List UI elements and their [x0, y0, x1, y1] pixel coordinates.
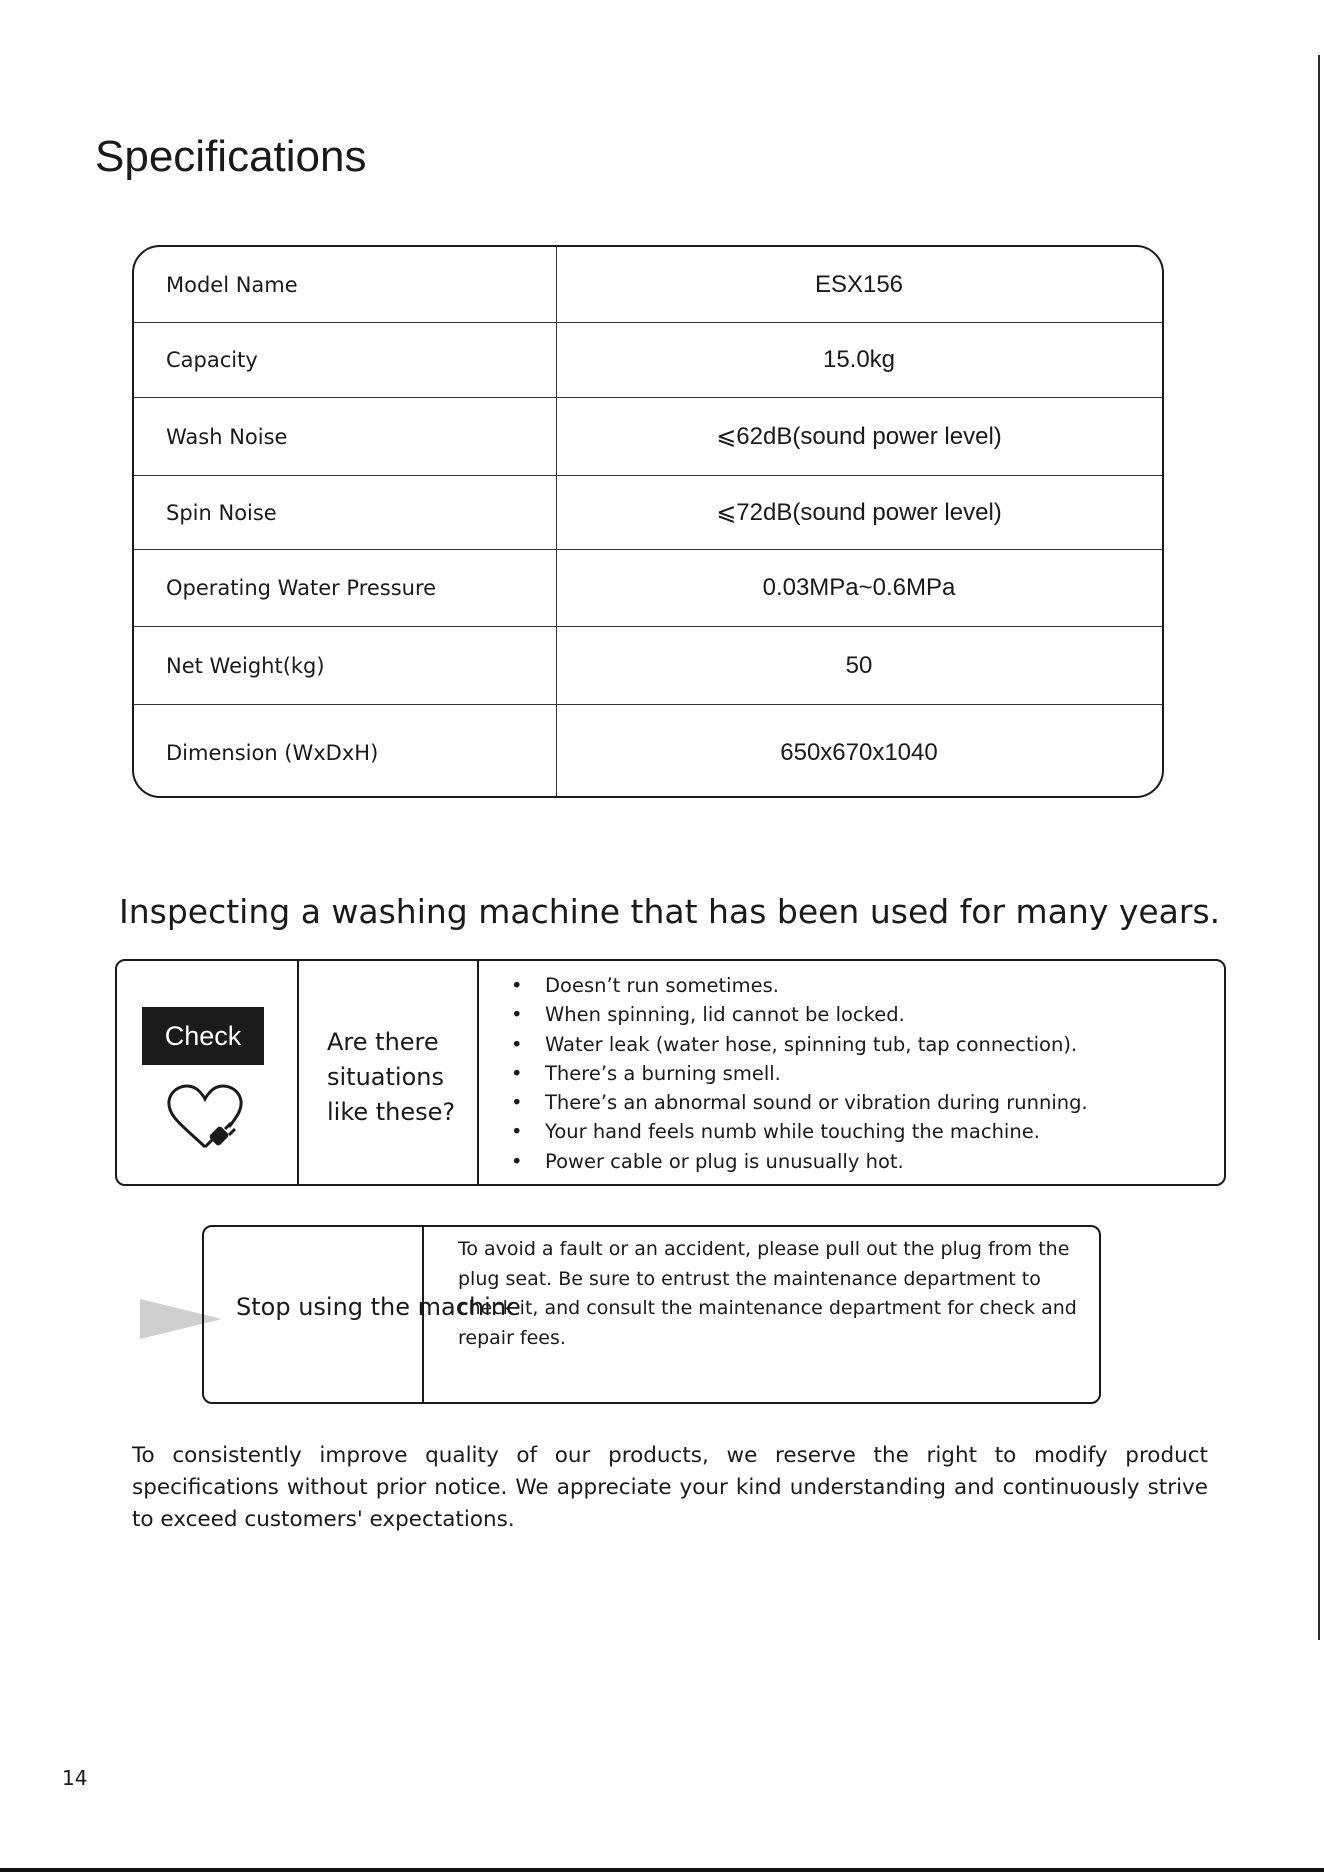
spec-label: Spin Noise	[166, 500, 277, 525]
symptom-list	[507, 971, 1088, 1176]
page-bottom-rule	[0, 1868, 1324, 1872]
spec-label: Capacity	[166, 348, 258, 372]
heart-plug-icon	[163, 1077, 247, 1159]
spec-value: 0.03MPa~0.6MPa	[762, 574, 956, 601]
stop-panel	[202, 1225, 1101, 1404]
spec-row-dimension	[134, 705, 1162, 798]
list-item: • Power cable or plug is unusually hot.	[507, 1147, 1088, 1176]
list-item: • There’s an abnormal sound or vibration during running.	[507, 1088, 1088, 1117]
spec-value: ⩽62dB(sound power level)	[716, 423, 1002, 450]
spec-row-model	[134, 247, 1162, 323]
page-number: 14	[62, 1766, 88, 1790]
spec-value: 650x670x1040	[780, 738, 938, 766]
list-item: • When spinning, lid cannot be locked.	[507, 1000, 1088, 1029]
spec-row-water-pressure	[134, 550, 1162, 627]
spec-row-spin-noise	[134, 476, 1162, 550]
disclaimer-note: To consistently improve quality of our products, we reserve the right to modify product specifications without prior notice. We appreciate your kind understanding and continuously strive to exceed customers' expectations.	[132, 1443, 1208, 1532]
panel-divider	[297, 961, 299, 1184]
page-edge-rule	[1318, 55, 1320, 1640]
spec-row-capacity	[134, 323, 1162, 398]
list-item: • Water leak (water hose, spinning tub, tap connection).	[507, 1030, 1088, 1059]
situations-question: Are there situations like these?	[327, 1028, 456, 1126]
spec-label: Wash Noise	[166, 424, 288, 449]
panel-divider	[477, 961, 479, 1184]
spec-label: Model Name	[166, 272, 298, 297]
check-panel	[115, 959, 1226, 1186]
spec-row-net-weight	[134, 627, 1162, 705]
spec-value: 50	[845, 651, 873, 679]
spec-label: Operating Water Pressure	[166, 576, 437, 600]
spec-label: Dimension (WxDxH)	[166, 740, 379, 765]
spec-value: ESX156	[814, 270, 904, 298]
stop-instructions: To avoid a fault or an accident, please pull out the plug from the plug seat. Be sure to entrust the maintenance department to check it, and consult the maintenance department for check and repair fees.	[458, 1238, 1077, 1349]
inspection-heading: Inspecting a washing machine that has been used for many years.	[119, 892, 1221, 931]
spec-row-wash-noise	[134, 398, 1162, 476]
spec-label: Net Weight(kg)	[166, 653, 325, 678]
list-item: • Doesn’t run sometimes.	[507, 971, 1088, 1000]
stop-label: Stop using the machine	[236, 1293, 521, 1321]
spec-table	[132, 245, 1164, 798]
spec-value: 15.0kg	[822, 346, 896, 373]
check-badge: Check	[142, 1007, 264, 1065]
spec-value: ⩽72dB(sound power level)	[716, 499, 1002, 526]
page-title: Specifications	[95, 132, 367, 181]
list-item: • Your hand feels numb while touching the machine.	[507, 1117, 1088, 1146]
list-item: • There’s a burning smell.	[507, 1059, 1088, 1088]
